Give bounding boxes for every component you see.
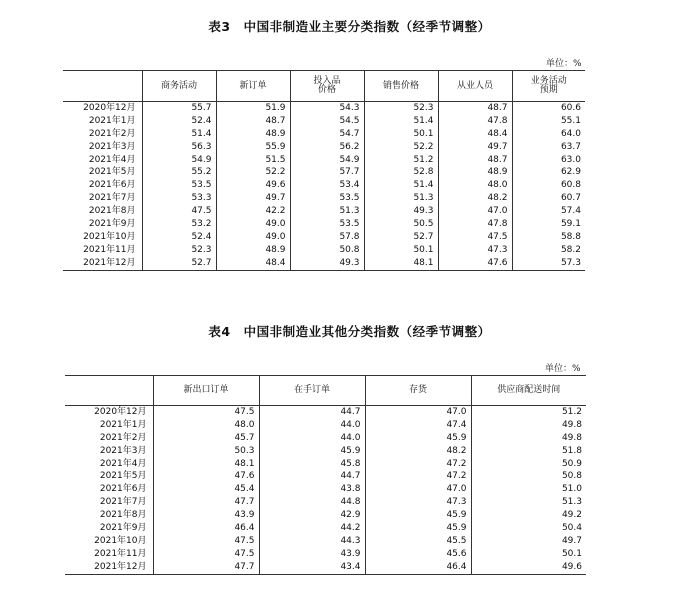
table3-value-cell: 49.7	[216, 192, 290, 205]
table4-month-cell: 2021年6月	[99, 484, 147, 495]
table3-row	[63, 231, 585, 244]
table3-value-cell: 59.1	[512, 218, 585, 231]
table3-value-cell: 50.1	[364, 244, 438, 257]
table3-value-cell: 48.4	[216, 257, 290, 270]
table3-value-cell: 55.1	[512, 115, 585, 128]
table3-value-cell: 51.4	[364, 179, 438, 192]
table3-value-cell: 47.3	[438, 244, 512, 257]
table4-header-row	[65, 376, 586, 406]
table3-header-row	[63, 71, 585, 102]
table4-value-cell: 43.4	[259, 561, 365, 574]
table4-month-cell: 2021年1月	[99, 419, 147, 430]
table3-value-cell: 56.2	[290, 141, 364, 154]
table3-value-cell: 53.3	[142, 192, 216, 205]
table4-value-cell: 47.6	[153, 470, 259, 483]
table3-value-cell: 60.8	[512, 179, 585, 192]
table4-header-cell: 在手订单	[259, 376, 365, 406]
table3-value-cell: 51.4	[142, 128, 216, 141]
table4-value-cell: 47.0	[365, 483, 471, 496]
table4-value-cell: 51.0	[471, 483, 586, 496]
table3-value-cell: 52.3	[142, 244, 216, 257]
table4-value-cell: 44.8	[259, 496, 365, 509]
table3-month-cell: 2021年8月	[88, 206, 136, 217]
table3-value-cell: 60.6	[512, 102, 585, 115]
table3-row	[63, 244, 585, 257]
table4-value-cell: 47.5	[153, 535, 259, 548]
table4-value-cell: 43.8	[259, 483, 365, 496]
table3-value-cell: 57.3	[512, 257, 585, 270]
table3-value-cell: 48.9	[216, 244, 290, 257]
table3-value-cell: 52.7	[142, 257, 216, 270]
table3-value-cell: 49.3	[364, 205, 438, 218]
table4-value-cell: 45.6	[365, 548, 471, 561]
table3-month-cell: 2021年2月	[88, 128, 136, 139]
table3-value-cell: 52.4	[142, 115, 216, 128]
table4-value-cell: 50.4	[471, 522, 586, 535]
table4-row	[65, 509, 586, 522]
table3-value-cell: 51.5	[216, 154, 290, 167]
table4-value-cell: 47.5	[153, 406, 259, 419]
table3-value-cell: 55.9	[216, 141, 290, 154]
table3-row	[63, 154, 585, 167]
table3-month-cell: 2021年11月	[83, 244, 136, 255]
table4-row	[65, 406, 586, 419]
table4-value-cell: 48.0	[153, 419, 259, 432]
table4-row	[65, 419, 586, 432]
table3-value-cell: 53.5	[142, 179, 216, 192]
table4-row	[65, 483, 586, 496]
table4-value-cell: 47.7	[153, 496, 259, 509]
table3-month-cell: 2021年3月	[88, 141, 136, 152]
table3-value-cell: 49.0	[216, 218, 290, 231]
table3-row	[63, 218, 585, 231]
table4-value-cell: 51.2	[471, 406, 586, 419]
table3-value-cell: 47.0	[438, 205, 512, 218]
table3-value-cell: 55.2	[142, 166, 216, 179]
table4-month-cell: 2021年10月	[94, 535, 147, 546]
table3-value-cell: 53.2	[142, 218, 216, 231]
table3-month-cell: 2021年4月	[88, 154, 136, 165]
table4-value-cell: 44.0	[259, 419, 365, 432]
table4-value-cell: 47.7	[153, 561, 259, 574]
table4-value-cell: 45.9	[365, 509, 471, 522]
table3-value-cell: 57.8	[290, 231, 364, 244]
table3-value-cell: 52.2	[364, 141, 438, 154]
table3-month-cell: 2021年6月	[88, 180, 136, 191]
table3-month-cell: 2020年12月	[63, 102, 142, 115]
table4-value-cell: 45.4	[153, 483, 259, 496]
table3-value-cell: 52.8	[364, 166, 438, 179]
table4-value-cell: 45.9	[365, 432, 471, 445]
table4-value-cell: 51.8	[471, 445, 586, 458]
table3-value-cell: 58.2	[512, 244, 585, 257]
table4-value-cell: 43.9	[259, 548, 365, 561]
table3-value-cell: 57.4	[512, 205, 585, 218]
table3-value-cell: 64.0	[512, 128, 585, 141]
table3-value-cell: 52.7	[364, 231, 438, 244]
table4-month-cell: 2021年4月	[99, 458, 147, 469]
table4-value-cell: 48.2	[365, 445, 471, 458]
table4-row	[65, 496, 586, 509]
table3-value-cell: 47.8	[438, 115, 512, 128]
table4-value-cell: 45.5	[365, 535, 471, 548]
table4-value-cell: 49.8	[471, 419, 586, 432]
table3-value-cell: 50.8	[290, 244, 364, 257]
table4-value-cell: 44.7	[259, 406, 365, 419]
table4-value-cell: 45.9	[259, 445, 365, 458]
table4-value-cell: 44.2	[259, 522, 365, 535]
table4-row	[65, 445, 586, 458]
table3-value-cell: 48.9	[216, 128, 290, 141]
table3-month-cell: 2021年5月	[88, 167, 136, 178]
table4-month-cell: 2021年7月	[99, 497, 147, 508]
table4-month-cell: 2021年8月	[99, 510, 147, 521]
table3-month-cell: 2021年1月	[88, 115, 136, 126]
table4-month-cell: 2021年11月	[94, 548, 147, 559]
table3-row	[63, 192, 585, 205]
table3	[63, 70, 585, 271]
table4-value-cell: 45.8	[259, 458, 365, 471]
table4-value-cell: 43.9	[153, 509, 259, 522]
table4-header-cell: 新出口订单	[153, 376, 259, 406]
table4-value-cell: 47.0	[365, 406, 471, 419]
table4-value-cell: 47.2	[365, 458, 471, 471]
table3-value-cell: 51.9	[216, 102, 290, 115]
table3-value-cell: 63.7	[512, 141, 585, 154]
table4-value-cell: 50.1	[471, 548, 586, 561]
table3-header-cell: 新订单	[216, 71, 290, 102]
table3-value-cell: 58.8	[512, 231, 585, 244]
table3-value-cell: 60.7	[512, 192, 585, 205]
table3-value-cell: 47.8	[438, 218, 512, 231]
table3-value-cell: 47.5	[142, 205, 216, 218]
table3-value-cell: 49.6	[216, 179, 290, 192]
table3-title: 表3 中国非制造业主要分类指数（经季节调整）	[208, 19, 491, 34]
table3-row	[63, 179, 585, 192]
table4-value-cell: 45.9	[365, 522, 471, 535]
table4-row	[65, 522, 586, 535]
table4-row	[65, 458, 586, 471]
table3-value-cell: 63.0	[512, 154, 585, 167]
table3-value-cell: 47.6	[438, 257, 512, 270]
table3-unit: 单位：%	[546, 59, 582, 69]
table3-value-cell: 53.5	[290, 192, 364, 205]
table4-month-cell: 2021年3月	[99, 445, 147, 456]
table4-header-cell: 存货	[365, 376, 471, 406]
table3-value-cell: 48.7	[438, 154, 512, 167]
table3-header-cell	[63, 71, 142, 102]
table4-value-cell: 49.8	[471, 432, 586, 445]
table4-value-cell: 46.4	[153, 522, 259, 535]
table4-value-cell: 47.4	[365, 419, 471, 432]
table3-value-cell: 51.3	[290, 205, 364, 218]
table3-row	[63, 128, 585, 141]
table4	[65, 375, 586, 575]
table3-value-cell: 48.7	[438, 102, 512, 115]
table3-row	[63, 166, 585, 179]
table3-value-cell: 48.2	[438, 192, 512, 205]
table4-value-cell: 47.3	[365, 496, 471, 509]
table4-row	[65, 548, 586, 561]
table4-value-cell: 44.7	[259, 470, 365, 483]
table3-row	[63, 141, 585, 154]
table4-title: 表4 中国非制造业其他分类指数（经季节调整）	[208, 324, 491, 339]
table3-value-cell: 55.7	[142, 102, 216, 115]
table3-value-cell: 49.3	[290, 257, 364, 270]
table3-header-cell: 业务活动 预期	[512, 71, 585, 102]
table3-row	[63, 257, 585, 270]
table3-month-cell: 2021年9月	[88, 218, 136, 229]
table3-value-cell: 42.2	[216, 205, 290, 218]
table3-value-cell: 51.2	[364, 154, 438, 167]
table4-value-cell: 50.3	[153, 445, 259, 458]
table3-header-cell: 从业人员	[438, 71, 512, 102]
table4-value-cell: 46.4	[365, 561, 471, 574]
table3-value-cell: 54.7	[290, 128, 364, 141]
table3-value-cell: 56.3	[142, 141, 216, 154]
table3-value-cell: 51.3	[364, 192, 438, 205]
table4-value-cell: 44.3	[259, 535, 365, 548]
table3-value-cell: 57.7	[290, 166, 364, 179]
table4-month-cell: 2021年2月	[99, 432, 147, 443]
table4-row	[65, 432, 586, 445]
table4-value-cell: 51.3	[471, 496, 586, 509]
table3-value-cell: 50.5	[364, 218, 438, 231]
table4-value-cell: 45.7	[153, 432, 259, 445]
table4-value-cell: 49.6	[471, 561, 586, 574]
table3-value-cell: 54.9	[290, 154, 364, 167]
table4-month-cell: 2021年9月	[99, 522, 147, 533]
table4-value-cell: 49.7	[471, 535, 586, 548]
table3-value-cell: 53.4	[290, 179, 364, 192]
table4-unit: 单位：%	[545, 364, 581, 374]
table3-value-cell: 62.9	[512, 166, 585, 179]
table3-value-cell: 52.3	[364, 102, 438, 115]
table3-value-cell: 54.5	[290, 115, 364, 128]
table4-value-cell: 50.9	[471, 458, 586, 471]
table3-value-cell: 48.7	[216, 115, 290, 128]
table3-row	[63, 102, 585, 115]
table3-header-cell: 销售价格	[364, 71, 438, 102]
table3-value-cell: 47.5	[438, 231, 512, 244]
table3-row	[63, 205, 585, 218]
table4-month-cell: 2020年12月	[65, 406, 153, 419]
table4-row	[65, 470, 586, 483]
table3-value-cell: 50.1	[364, 128, 438, 141]
table3-header-cell: 投入品 价格	[290, 71, 364, 102]
table3-value-cell: 54.9	[142, 154, 216, 167]
table4-value-cell: 49.2	[471, 509, 586, 522]
table3-value-cell: 48.4	[438, 128, 512, 141]
table3-value-cell: 49.7	[438, 141, 512, 154]
table4-month-cell: 2021年5月	[99, 471, 147, 482]
table3-row	[63, 115, 585, 128]
table4-header-cell: 供应商配送时间	[471, 376, 586, 406]
table4-value-cell: 44.0	[259, 432, 365, 445]
table3-value-cell: 53.5	[290, 218, 364, 231]
table4-row	[65, 561, 586, 574]
table3-month-cell: 2021年7月	[88, 193, 136, 204]
table3-value-cell: 49.0	[216, 231, 290, 244]
table3-value-cell: 54.3	[290, 102, 364, 115]
table3-header-cell: 商务活动	[142, 71, 216, 102]
table3-month-cell: 2021年12月	[63, 257, 142, 270]
table3-value-cell: 52.2	[216, 166, 290, 179]
table4-row	[65, 535, 586, 548]
table3-value-cell: 48.9	[438, 166, 512, 179]
table3-value-cell: 48.0	[438, 179, 512, 192]
table3-value-cell: 52.4	[142, 231, 216, 244]
table3-value-cell: 48.1	[364, 257, 438, 270]
table3-value-cell: 51.4	[364, 115, 438, 128]
table4-value-cell: 47.2	[365, 470, 471, 483]
table4-value-cell: 48.1	[153, 458, 259, 471]
table4-month-cell: 2021年12月	[65, 561, 153, 574]
table4-value-cell: 42.9	[259, 509, 365, 522]
table3-month-cell: 2021年10月	[83, 231, 136, 242]
table4-header-cell	[65, 376, 153, 406]
table4-value-cell: 47.5	[153, 548, 259, 561]
table4-value-cell: 50.8	[471, 470, 586, 483]
